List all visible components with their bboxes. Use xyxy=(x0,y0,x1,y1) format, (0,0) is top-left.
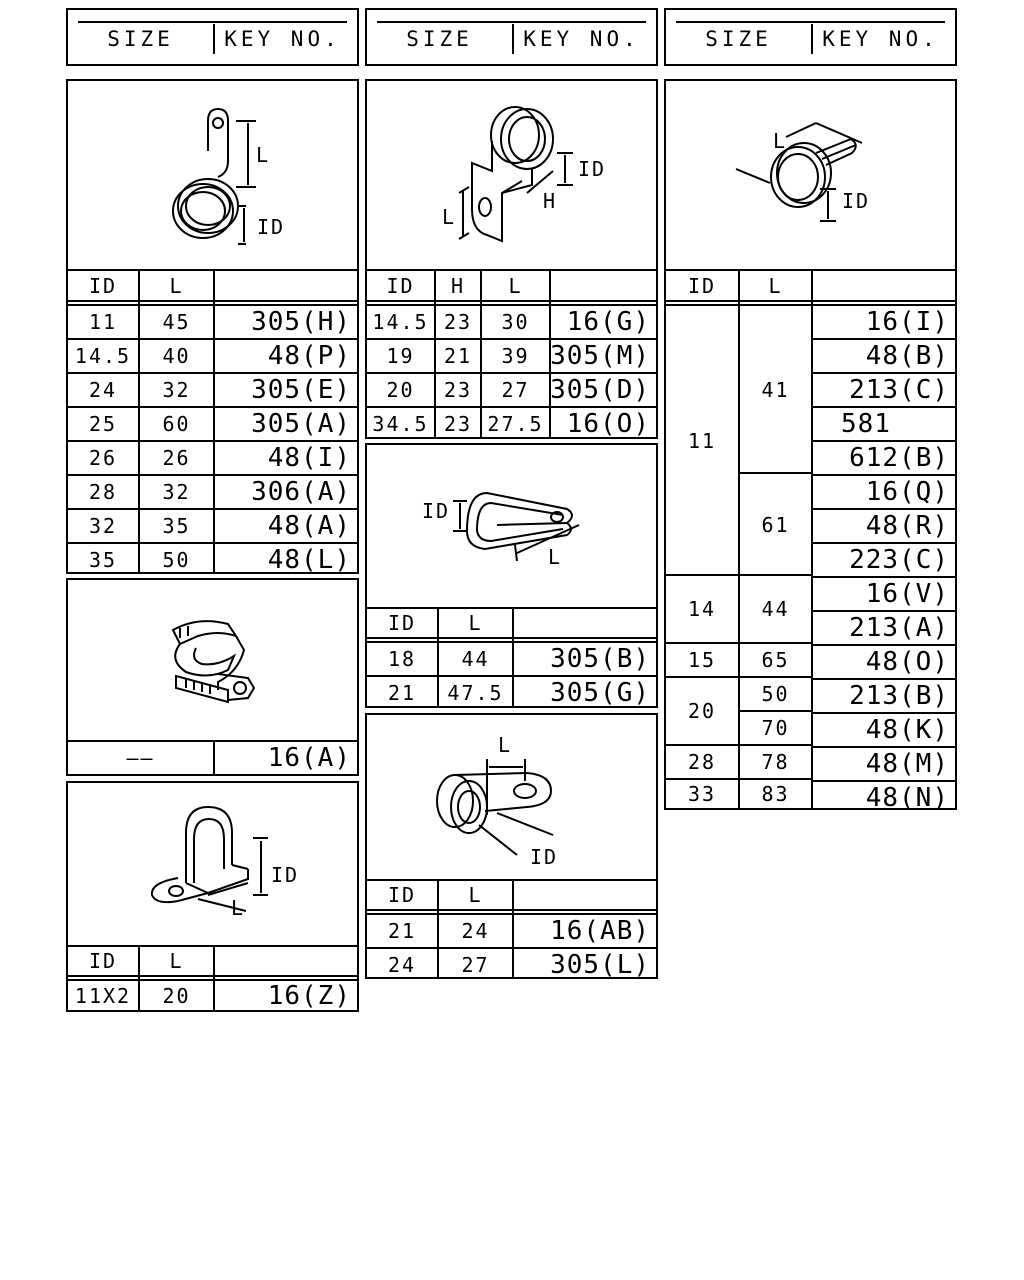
clip-a-rows xyxy=(68,306,357,578)
clip-g-id-33: 33 xyxy=(687,782,717,806)
cell-key-no: 48(P) xyxy=(267,341,351,371)
cell-l: 32 xyxy=(162,480,191,504)
clip-g-l-41: 41 xyxy=(761,377,790,402)
cell-key-no: 48(N) xyxy=(865,783,949,813)
clip-e-id-label: ID xyxy=(421,499,451,523)
clip-g-col-l: L xyxy=(768,273,783,298)
clip-a-id-label: ID xyxy=(256,215,286,239)
cell-h: 21 xyxy=(443,344,473,368)
clip-e-rows xyxy=(367,643,656,711)
cell-l: 35 xyxy=(162,514,191,538)
table-row xyxy=(68,374,357,408)
clip-g-l-50: 50 xyxy=(761,682,790,706)
cell-h: 23 xyxy=(443,378,473,402)
cell-key-no: 48(B) xyxy=(865,341,949,371)
key-row xyxy=(813,510,955,544)
table-row xyxy=(367,643,656,677)
cell-key-no: 223(C) xyxy=(849,545,949,575)
header-size: SIZE xyxy=(705,27,772,51)
key-row xyxy=(813,442,955,476)
cell-l: 32 xyxy=(162,378,191,402)
clip-g-l-70: 70 xyxy=(761,716,790,740)
clip-d-col-h: H xyxy=(450,273,466,298)
clip-g-l-65: 65 xyxy=(761,648,790,672)
cell-l: 47.5 xyxy=(447,681,504,705)
cell-key-no: 305(L) xyxy=(550,950,650,980)
clip-f-panel xyxy=(365,713,658,979)
clip-c-row-key: 16(Z) xyxy=(267,980,351,1011)
header-box-1 xyxy=(66,8,359,66)
clip-g-id-label: ID xyxy=(841,189,871,213)
header-size: SIZE xyxy=(107,27,174,51)
clip-d-rows xyxy=(367,306,656,442)
clip-b-drawing xyxy=(68,580,357,740)
clip-c-row-l: 20 xyxy=(162,983,191,1008)
cell-key-no: 16(G) xyxy=(566,307,650,337)
clip-a-panel xyxy=(66,79,359,574)
clip-g-l-61: 61 xyxy=(761,512,790,537)
clip-c-drawing xyxy=(68,783,357,945)
clip-d-col-l: L xyxy=(508,273,523,298)
clip-d-panel xyxy=(365,79,658,439)
cell-key-no: 213(B) xyxy=(849,681,949,711)
clip-d-col-id: ID xyxy=(386,273,415,298)
table-row xyxy=(367,374,656,408)
cell-key-no: 213(A) xyxy=(849,613,949,643)
clip-g-drawing xyxy=(666,81,955,269)
cell-key-no: 306(A) xyxy=(251,477,351,507)
key-row xyxy=(813,374,955,408)
clip-g-key-rows xyxy=(813,306,955,812)
key-row xyxy=(813,306,955,340)
clip-c-l-label: L xyxy=(230,896,246,920)
clip-d-id-label: ID xyxy=(577,157,607,181)
clip-g-l-83: 83 xyxy=(761,782,790,806)
cell-id: 24 xyxy=(88,378,118,402)
cell-id: 14.5 xyxy=(372,310,429,334)
clip-g-col-id: ID xyxy=(687,273,717,298)
key-row xyxy=(813,408,955,442)
cell-key-no: 48(R) xyxy=(865,511,949,541)
table-row xyxy=(367,949,656,983)
cell-l: 27 xyxy=(501,378,530,402)
cell-id: 26 xyxy=(88,446,118,470)
table-row xyxy=(367,408,656,442)
cell-key-no: 305(M) xyxy=(550,341,650,371)
key-row xyxy=(813,680,955,714)
cell-key-no: 48(I) xyxy=(267,443,351,473)
cell-key-no: 305(G) xyxy=(550,678,650,708)
clip-b-panel xyxy=(66,578,359,776)
clip-d-h-label: H xyxy=(542,189,558,213)
cell-id: 25 xyxy=(88,412,118,436)
cell-id: 20 xyxy=(386,378,415,402)
cell-h: 23 xyxy=(443,310,473,334)
clip-f-col-l: L xyxy=(468,883,483,907)
key-row xyxy=(813,544,955,578)
cell-id: 19 xyxy=(386,344,415,368)
key-row xyxy=(813,646,955,680)
table-row xyxy=(68,510,357,544)
clip-g-id-28: 28 xyxy=(687,750,717,774)
clip-c-row-id: 11X2 xyxy=(74,983,132,1008)
header-size: SIZE xyxy=(406,27,473,51)
key-row xyxy=(813,340,955,374)
clip-a-drawing xyxy=(68,81,357,269)
table-row xyxy=(68,544,357,578)
cell-key-no: 16(O) xyxy=(566,409,650,439)
table-row xyxy=(68,476,357,510)
clip-f-id-label: ID xyxy=(529,845,559,869)
cell-l: 30 xyxy=(501,310,530,334)
clip-g-l-78: 78 xyxy=(761,750,790,774)
key-row xyxy=(813,748,955,782)
cell-l: 27 xyxy=(461,953,490,977)
key-row xyxy=(813,714,955,748)
cell-key-no: 16(I) xyxy=(865,307,949,337)
cell-key-no: 16(AB) xyxy=(550,916,650,946)
clip-g-l-44: 44 xyxy=(761,597,790,621)
table-row xyxy=(367,915,656,949)
key-row xyxy=(813,782,955,812)
clip-b-key: 16(A) xyxy=(267,743,351,773)
cell-key-no: 48(A) xyxy=(267,511,351,541)
cell-l: 40 xyxy=(162,344,191,368)
table-row xyxy=(367,340,656,374)
cell-id: 11 xyxy=(88,310,118,334)
header-key-no: KEY NO. xyxy=(523,27,640,51)
table-row xyxy=(367,677,656,711)
clip-d-drawing xyxy=(367,81,656,269)
clip-c-col-id: ID xyxy=(88,949,118,973)
clip-a-col-l: L xyxy=(169,273,184,298)
clip-g-l-label: L xyxy=(772,129,788,153)
cell-key-no: 305(B) xyxy=(550,644,650,674)
table-row xyxy=(367,306,656,340)
clip-b-size-dash: —— xyxy=(126,746,155,770)
cell-key-no: 305(A) xyxy=(251,409,351,439)
cell-l: 60 xyxy=(162,412,191,436)
cell-id: 18 xyxy=(387,647,417,671)
cell-key-no: 612(B) xyxy=(849,443,949,473)
table-row xyxy=(68,306,357,340)
table-row xyxy=(68,408,357,442)
cell-l: 27.5 xyxy=(487,412,544,436)
clip-c-panel xyxy=(66,781,359,1012)
cell-key-no: 305(E) xyxy=(251,375,351,405)
clip-g-id-15: 15 xyxy=(687,648,717,672)
clip-g-id-14: 14 xyxy=(687,597,717,621)
clip-d-l-label: L xyxy=(441,205,457,229)
cell-key-no: 48(L) xyxy=(267,545,351,575)
clip-a-l-label: L xyxy=(255,143,271,167)
cell-l: 26 xyxy=(162,446,191,470)
cell-id: 28 xyxy=(88,480,118,504)
clip-g-id-11: 11 xyxy=(687,429,717,453)
clip-e-drawing xyxy=(367,445,656,607)
table-row xyxy=(68,442,357,476)
key-row xyxy=(813,612,955,646)
cell-l: 39 xyxy=(501,344,530,368)
cell-id: 35 xyxy=(88,548,118,572)
cell-l: 45 xyxy=(162,310,191,334)
cell-key-no: 16(Q) xyxy=(865,477,949,507)
table-row xyxy=(68,340,357,374)
cell-id: 32 xyxy=(88,514,118,538)
header-key-no: KEY NO. xyxy=(224,27,341,51)
cell-key-no: 48(K) xyxy=(865,715,949,745)
cell-id: 21 xyxy=(387,681,417,705)
header-box-3 xyxy=(664,8,957,66)
clip-a-col-id: ID xyxy=(88,273,118,298)
cell-id: 14.5 xyxy=(74,344,132,368)
cell-key-no: 581 xyxy=(841,409,891,439)
key-row xyxy=(813,476,955,510)
clip-e-col-l: L xyxy=(468,611,483,635)
cell-key-no: 16(V) xyxy=(865,579,949,609)
cell-key-no: 305(H) xyxy=(251,307,351,337)
key-row xyxy=(813,578,955,612)
clip-e-panel xyxy=(365,443,658,708)
header-key-no: KEY NO. xyxy=(822,27,939,51)
clip-c-col-l: L xyxy=(169,949,184,973)
cell-key-no: 48(M) xyxy=(865,749,949,779)
cell-id: 21 xyxy=(387,919,417,943)
clip-f-rows xyxy=(367,915,656,983)
cell-key-no: 213(C) xyxy=(849,375,949,405)
cell-key-no: 48(O) xyxy=(865,647,949,677)
cell-l: 24 xyxy=(461,919,490,943)
clip-e-col-id: ID xyxy=(387,611,417,635)
cell-h: 23 xyxy=(443,412,473,436)
clip-f-col-id: ID xyxy=(387,883,417,907)
clip-e-l-label: L xyxy=(547,545,563,569)
clip-g-panel xyxy=(664,79,957,813)
clip-c-id-label: ID xyxy=(270,863,300,887)
cell-l: 44 xyxy=(461,647,490,671)
cell-key-no: 305(D) xyxy=(550,375,650,405)
cell-id: 34.5 xyxy=(372,412,429,436)
clip-g-id-20: 20 xyxy=(687,699,717,723)
header-box-2 xyxy=(365,8,658,66)
cell-id: 24 xyxy=(387,953,417,977)
cell-l: 50 xyxy=(162,548,191,572)
clip-f-l-label: L xyxy=(497,733,513,757)
